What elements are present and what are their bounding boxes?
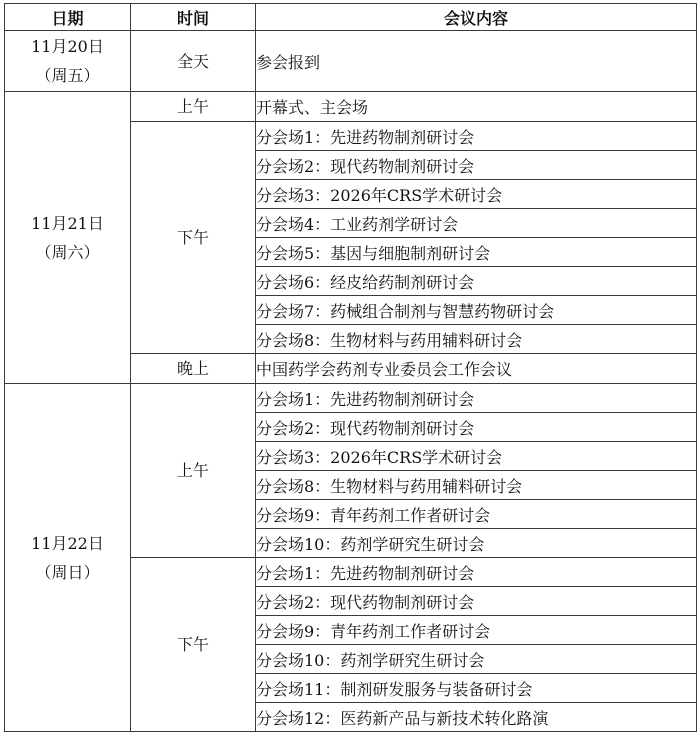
date-label: 11月22日 bbox=[31, 533, 104, 553]
session-cell: 分会场1：先进药物制剂研讨会 bbox=[256, 558, 697, 587]
time-cell: 晚上 bbox=[131, 354, 256, 384]
session-cell: 分会场8：生物材料与药用辅料研讨会 bbox=[256, 325, 697, 354]
session-cell: 分会场8：生物材料与药用辅料研讨会 bbox=[256, 471, 697, 500]
weekday-label: （周五） bbox=[35, 66, 100, 85]
session-cell: 分会场2：现代药物制剂研讨会 bbox=[256, 151, 697, 180]
session-cell: 中国药学会药剂专业委员会工作会议 bbox=[256, 354, 697, 384]
session-cell: 分会场1：先进药物制剂研讨会 bbox=[256, 384, 697, 413]
time-cell: 全天 bbox=[131, 31, 256, 92]
date-label: 11月21日 bbox=[31, 213, 104, 233]
time-cell: 上午 bbox=[131, 92, 256, 122]
header-time: 时间 bbox=[131, 4, 256, 31]
session-cell: 分会场7：药械组合制剂与智慧药物研讨会 bbox=[256, 296, 697, 325]
meeting-schedule-table bbox=[4, 3, 697, 732]
session-cell: 分会场1：先进药物制剂研讨会 bbox=[256, 122, 697, 151]
time-cell: 下午 bbox=[131, 122, 256, 354]
session-cell: 分会场6：经皮给药制剂研讨会 bbox=[256, 267, 697, 296]
session-cell: 分会场2：现代药物制剂研讨会 bbox=[256, 587, 697, 616]
table-row bbox=[5, 31, 697, 92]
session-cell: 开幕式、主会场 bbox=[256, 92, 697, 122]
session-cell: 分会场9：青年药剂工作者研讨会 bbox=[256, 616, 697, 645]
session-cell: 分会场3：2026年CRS学术研讨会 bbox=[256, 180, 697, 209]
time-cell: 上午 bbox=[131, 384, 256, 558]
session-cell: 分会场2：现代药物制剂研讨会 bbox=[256, 413, 697, 442]
header-row bbox=[5, 4, 697, 31]
weekday-label: （周六） bbox=[35, 242, 100, 262]
header-content: 会议内容 bbox=[256, 4, 697, 31]
session-cell: 分会场5：基因与细胞制剂研讨会 bbox=[256, 238, 697, 267]
date-label: 11月20日 bbox=[31, 37, 104, 56]
session-cell: 分会场4：工业药剂学研讨会 bbox=[256, 209, 697, 238]
session-cell: 分会场10：药剂学研究生研讨会 bbox=[256, 529, 697, 558]
time-cell: 下午 bbox=[131, 558, 256, 732]
table-row bbox=[5, 92, 697, 122]
session-cell: 分会场9：青年药剂工作者研讨会 bbox=[256, 500, 697, 529]
date-cell bbox=[5, 384, 131, 732]
weekday-label: （周日） bbox=[35, 562, 100, 582]
header-date: 日期 bbox=[5, 4, 131, 31]
session-cell: 分会场12：医药新产品与新技术转化路演 bbox=[256, 703, 697, 732]
session-cell: 分会场11：制剂研发服务与装备研讨会 bbox=[256, 674, 697, 703]
date-cell bbox=[5, 92, 131, 384]
session-cell: 分会场10：药剂学研究生研讨会 bbox=[256, 645, 697, 674]
date-cell bbox=[5, 31, 131, 92]
session-cell: 参会报到 bbox=[256, 31, 697, 92]
table-row bbox=[5, 384, 697, 413]
session-cell: 分会场3：2026年CRS学术研讨会 bbox=[256, 442, 697, 471]
